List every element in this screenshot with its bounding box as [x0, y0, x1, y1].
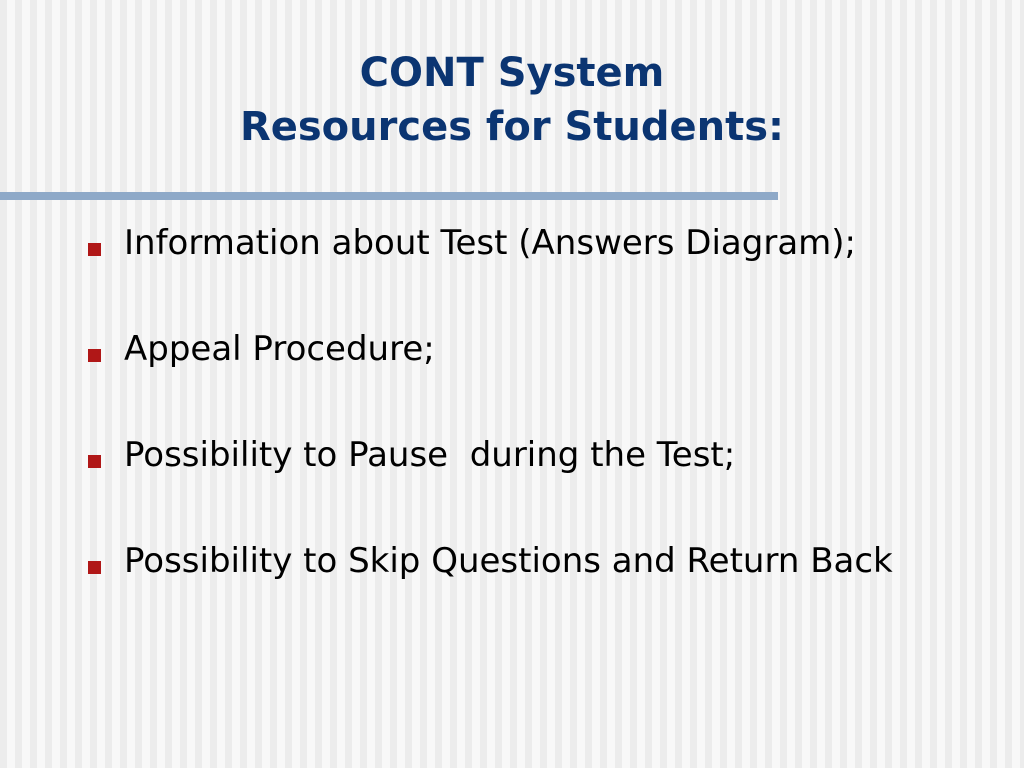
slide-title	[0, 46, 1024, 154]
square-bullet-icon	[88, 455, 101, 468]
slide-title-line-2: Resources for Students:	[239, 104, 785, 150]
bullet-text: Possibility to Skip Questions and Return Back	[124, 541, 893, 581]
square-bullet-icon	[88, 561, 101, 574]
bullet-text: Information about Test (Answers Diagram);	[124, 223, 856, 263]
bullet-text: Appeal Procedure;	[124, 329, 435, 369]
slide-title-line-1: CONT System	[359, 50, 665, 96]
square-bullet-icon	[88, 349, 101, 362]
square-bullet-icon	[88, 243, 101, 256]
bullet-text: Possibility to Pause during the Test;	[124, 435, 736, 475]
title-divider	[0, 192, 778, 200]
